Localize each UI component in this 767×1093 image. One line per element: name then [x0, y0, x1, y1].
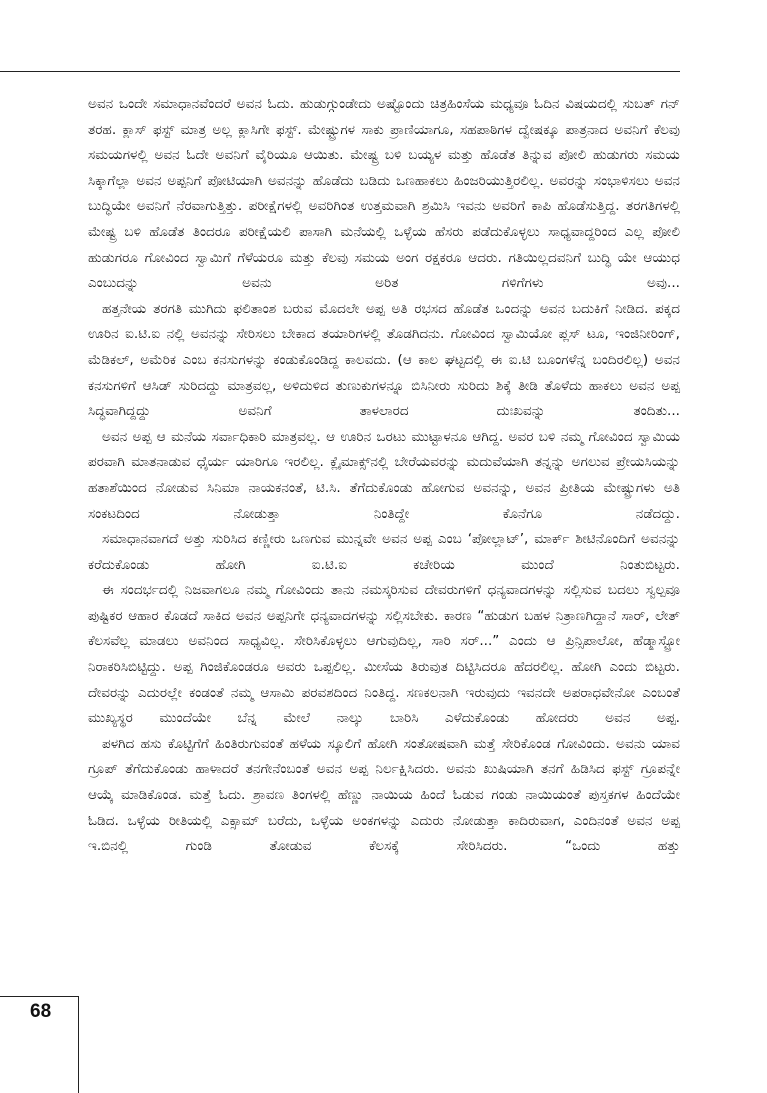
page-number: 68 [30, 1001, 52, 1022]
paragraph-5: ಈ ಸಂದರ್ಭದಲ್ಲಿ ನಿಜವಾಗಲೂ ನಮ್ಮ ಗೋವಿಂದು ತಾನು ನಮಸ್ಕರಿಸುವ ದೇವರುಗಳಿಗೆ ಧನ್ಯವಾದಗಳನ್ನು ಸಲ್ಲಿಸುವ ಬದಲು ಸ್ವಲ್ಪವೂ ಪುಷ್ಟಿಕರ ಆಹಾರ ಕೊಡದೆ ಸಾಕಿದ ಅವನ ಅಪ್ಪನಿಗೇ ಧನ್ಯವಾದಗಳನ್ನು ಸಲ್ಲಿಸಬೇಕು. ಕಾರಣ “ಹುಡುಗ ಬಹಳ ನಿತ್ರಾಣಗಿದ್ದಾನೆ ಸಾರ್, ಲೇತ್ ಕೆಲಸವೆಲ್ಲ ಮಾಡಲು ಅವನಿಂದ ಸಾಧ್ಯವಿಲ್ಲ. ಸೇರಿಸಿಕೊಳ್ಳಲು ಆಗುವುದಿಲ್ಲ, ಸಾರಿ ಸರ್...” ಎಂದು ಆ ಪ್ರಿನ್ಸಿಪಾಲೋ, ಹೆಡ್ಮಾಸ್ಟ್ರೋ ನಿರಾಕರಿಸಿಬಿಟ್ಟಿದ್ದು. ಅಪ್ಪ ಗಿಂಜಿಕೊಂಡರೂ ಅವರು ಒಪ್ಪಲಿಲ್ಲ. ಮೀಸೆಯ ತಿರುವುತ ದಿಟ್ಟಿಸಿದರೂ ಹೆದರಲಿಲ್ಲ. ಹೋಗಿ ಎಂದು ಬಿಟ್ಟರು. ದೇವರನ್ನು ಎದುರಲ್ಲೇ ಕಂಡಂತೆ ನಮ್ಮ ಆಸಾಮಿ ಪರವಶದಿಂದ ನಿಂತಿದ್ದ. ಸಣಕಲನಾಗಿ ಇರುವುದು ಇವನದೇ ಅಪರಾಧವೇನೋ ಎಂಬಂತೆ ಮುಖ್ಯಸ್ಥರ ಮುಂದೆಯೇ ಬೆನ್ನ ಮೇಲೆ ನಾಲ್ಕು ಬಾರಿಸಿ ಎಳೆದುಕೊಂಡು ಹೋದರು ಅವನ ಅಪ್ಪ. [88, 582, 680, 727]
page-body [88, 92, 680, 860]
footer-divider [78, 996, 79, 1093]
paragraph-4: ಸಮಾಧಾನವಾಗದೆ ಅತ್ತು ಸುರಿಸಿದ ಕಣ್ಣೀರು ಒಣಗುವ ಮುನ್ನವೇ ಅವನ ಅಪ್ಪ ಎಂಬ ‘ಪೋಲ್ಲಾಟ್’, ಮಾರ್ಕ್ ಶೀಟಿನೊಂದಿಗೆ ಅವನನ್ನು ಕರೆದುಕೊಂಡು ಹೋಗಿ ಐ.ಟಿ.ಐ ಕಚೇರಿಯ ಮುಂದೆ ನಿಂತುಬಿಟ್ಟರು. [88, 531, 680, 573]
footer-rule [0, 996, 78, 997]
paragraph-6: ಪಳಗಿದ ಹಸು ಕೊಟ್ಟಿಗೆಗೆ ಹಿಂತಿರುಗುವಂತೆ ಹಳೆಯ ಸ್ಕೂಲಿಗೆ ಹೋಗಿ ಸಂತೋಷವಾಗಿ ಮತ್ತೆ ಸೇರಿಕೊಂಡ ಗೋವಿಂದು. ಅವನು ಯಾವ ಗ್ರೂಪ್ ತೆಗೆದುಕೊಂಡು ಹಾಳಾದರೆ ತನಗೇನೆಂಬಂತೆ ಅವನ ಅಪ್ಪ ನಿರ್ಲಕ್ಷಿಸಿದರು. ಅವನು ಖುಷಿಯಾಗಿ ತನಗೆ ಹಿಡಿಸಿದ ಫಸ್ಟ್ ಗ್ರೂಪನ್ನೇ ಆಯ್ಕೆ ಮಾಡಿಕೊಂಡ. ಮತ್ತೆ ಓದು. ಶ್ರಾವಣ ತಿಂಗಳಲ್ಲಿ ಹೆಣ್ಣು ನಾಯಿಯ ಹಿಂದೆ ಓಡುವ ಗಂಡು ನಾಯಿಯಂತೆ ಪುಸ್ತಕಗಳ ಹಿಂದೆಯೇ ಓಡಿದ. ಒಳ್ಳೆಯ ರೀತಿಯಲ್ಲಿ ಎಕ್ಸಾಮ್ ಬರೆದು, ಒಳ್ಳೆಯ ಅಂಕಗಳನ್ನು ಎದುರು ನೋಡುತ್ತಾ ಕಾದಿರುವಾಗ, ಎಂದಿನಂತೆ ಅವನ ಅಪ್ಪ ಇ.ಬಿನಲ್ಲಿ ಗುಂಡಿ ತೋಡುವ ಕೆಲಸಕ್ಕೆ ಸೇರಿಸಿದರು. “ಒಂದು ಹತ್ತು [88, 735, 680, 855]
paragraph-3: ಅವನ ಅಪ್ಪ ಆ ಮನೆಯ ಸರ್ವಾಧಿಕಾರಿ ಮಾತ್ರವಲ್ಲ. ಆ ಊರಿನ ಒರಟು ಮುಟ್ಟಾಳನೂ ಆಗಿದ್ದ. ಅವರ ಬಳಿ ನಮ್ಮ ಗೋವಿಂದ ಸ್ವಾಮಿಯ ಪರವಾಗಿ ಮಾತನಾಡುವ ಧೈರ್ಯ ಯಾರಿಗೂ ಇರಲಿಲ್ಲ. ಕ್ಲೈಮಾಕ್ಸ್‌ನಲ್ಲಿ ಬೇರೆಯವರನ್ನು ಮದುವೆಯಾಗಿ ತನ್ನನ್ನು ಅಗಲುವ ಪ್ರೇಯಸಿಯನ್ನು ಹತಾಶೆಯಿಂದ ನೋಡುವ ಸಿನಿಮಾ ನಾಯಕನಂತೆ, ಟಿ.ಸಿ. ತೆಗೆದುಕೊಂಡು ಹೋಗುವ ಅವನನ್ನು, ಅವನ ಪ್ರೀತಿಯ ಮೇಷ್ಟ್ರುಗಳು ಅತಿ ಸಂಕಟದಿಂದ ನೋಡುತ್ತಾ ನಿಂತಿದ್ದೇ ಕೊನೆಗೂ ನಡೆದದ್ದು. [88, 428, 680, 522]
header-rule [0, 71, 680, 72]
paragraph-2: ಹತ್ತನೇಯ ತರಗತಿ ಮುಗಿದು ಫಲಿತಾಂಶ ಬರುವ ಮೊದಲೇ ಅಪ್ಪ ಅತಿ ರಭಸದ ಹೊಡೆತ ಒಂದನ್ನು ಅವನ ಬದುಕಿಗೆ ನೀಡಿದ. ಪಕ್ಕದ ಊರಿನ ಐ.ಟಿ.ಐ ನಲ್ಲಿ ಅವನನ್ನು ಸೇರಿಸಲು ಬೇಕಾದ ತಯಾರಿಗಳಲ್ಲಿ ತೊಡಗಿದನು. ಗೋವಿಂದ ಸ್ವಾಮಿಯೋ ಪ್ಲಸ್ ಟೂ, ಇಂಜಿನೀರಿಂಗ್, ಮೆಡಿಕಲ್, ಅಮೆರಿಕ ಎಂಬ ಕನಸುಗಳನ್ನು ಕಂಡುಕೊಂಡಿದ್ದ ಕಾಲವದು. (ಆ ಕಾಲ ಘಟ್ಟದಲ್ಲಿ ಈ ಐ.ಟಿ ಬೂಂಗಳೆನ್ನ ಬಂದಿರಲಿಲ್ಲ) ಅವನ ಕನಸುಗಳಿಗೆ ಆಸಿಡ್ ಸುರಿದದ್ದು ಮಾತ್ರವಲ್ಲ, ಅಳಿದುಳಿದ ತುಣುಕುಗಳನ್ನೂ ಬಿಸಿನೀರು ಸುರಿದು ಶಿಕ್ಕೆ ತೀಡಿ ತೊಳೆದು ಹಾಕಲು ಅವನ ಅಪ್ಪ ಸಿದ್ಧವಾಗಿದ್ದದ್ದು ಅವನಿಗೆ ತಾಳಲಾರದ ದುಃಖವನ್ನು ತಂದಿತು... [88, 300, 680, 420]
paragraph-1: ಅವನ ಒಂದೇ ಸಮಾಧಾನವೆಂದರೆ ಅವನ ಓದು. ಹುಡುಗ್ಗುಂಡೇದು ಅಷ್ಟೊಂದು ಚಿತ್ರಹಿಂಸೆಯ ಮಧ್ಯವೂ ಓದಿನ ವಿಷಯದಲ್ಲಿ ಸುಬತ್ ಗನ್ ತರಹ. ಕ್ಲಾಸ್ ಫಸ್ಟ್ ಮಾತ್ರ ಅಲ್ಲ ಕ್ಲಾಸಿಗೇ ಫಸ್ಟ್. ಮೇಷ್ಟ್ರುಗಳ ಸಾಕು ಪ್ರಾಣಿಯಾಗೂ, ಸಹಪಾಠಿಗಳ ದ್ವೇಷಕ್ಕೂ ಪಾತ್ರನಾದ ಅವನಿಗೆ ಕೆಲವು ಸಮಯಗಳಲ್ಲಿ ಅವನ ಓದೇ ಅವನಿಗೆ ವೈರಿಯೂ ಆಯಿತು. ಮೇಷ್ಟ್ರ ಬಳಿ ಬಯ್ಯಳ ಮತ್ತು ಹೊಡೆತ ತಿನ್ನುವ ಪೋಲಿ ಹುಡುಗರು ಸಮಯ ಸಿಕ್ಕಾಗೆಲ್ಲಾ ಅವನ ಅಪ್ಪನಿಗೆ ಪೋಟಿಯಾಗಿ ಅವನನ್ನು ಹೊಡೆದು ಬಡಿದು ಒಣಹಾಕಲು ಹಿಂಜರಿಯುತ್ತಿರಲಿಲ್ಲ. ಅವರನ್ನು ಸಂಭಾಳಿಸಲು ಅವನ ಬುದ್ಧಿಯೇ ಅವನಿಗೆ ನೆರವಾಗುತ್ತಿತ್ತು. ಪರೀಕ್ಷೆಗಳಲ್ಲಿ ಅವರಿಗಿಂತ ಉತ್ತಮವಾಗಿ ಶ್ರಮಿಸಿ ಇವನು ಅವರಿಗೆ ಕಾಪಿ ಹೊಡೆಸುತ್ತಿದ್ದ. ತರಗತಿಗಳಲ್ಲಿ ಮೇಷ್ಟ್ರ ಬಳಿ ಹೊಡೆತ ತಿಂದರೂ ಪರೀಕ್ಷೆಯಲಿ ಪಾಸಾಗಿ ಮನೆಯಲ್ಲಿ ಒಳ್ಳೆಯ ಹೆಸರು ಪಡೆದುಕೊಳ್ಳಲು ಸಾಧ್ಯವಾದ್ದರಿಂದ ಎಲ್ಲ ಪೋಲಿ ಹುಡುಗರೂ ಗೋವಿಂದ ಸ್ವಾಮಿಗೆ ಗೆಳೆಯರೂ ಮತ್ತು ಕೆಲವು ಸಮಯ ಅಂಗ ರಕ್ಷಕರೂ ಆದರು. ಗತಿಯಿಲ್ಲದವನಿಗೆ ಬುದ್ಧಿ ಯೇ ಆಯುಧ ಎಂಬುದನ್ನು ಅವನು ಅರಿತ ಗಳಿಗೆಗಳು ಅವು... [88, 96, 680, 292]
